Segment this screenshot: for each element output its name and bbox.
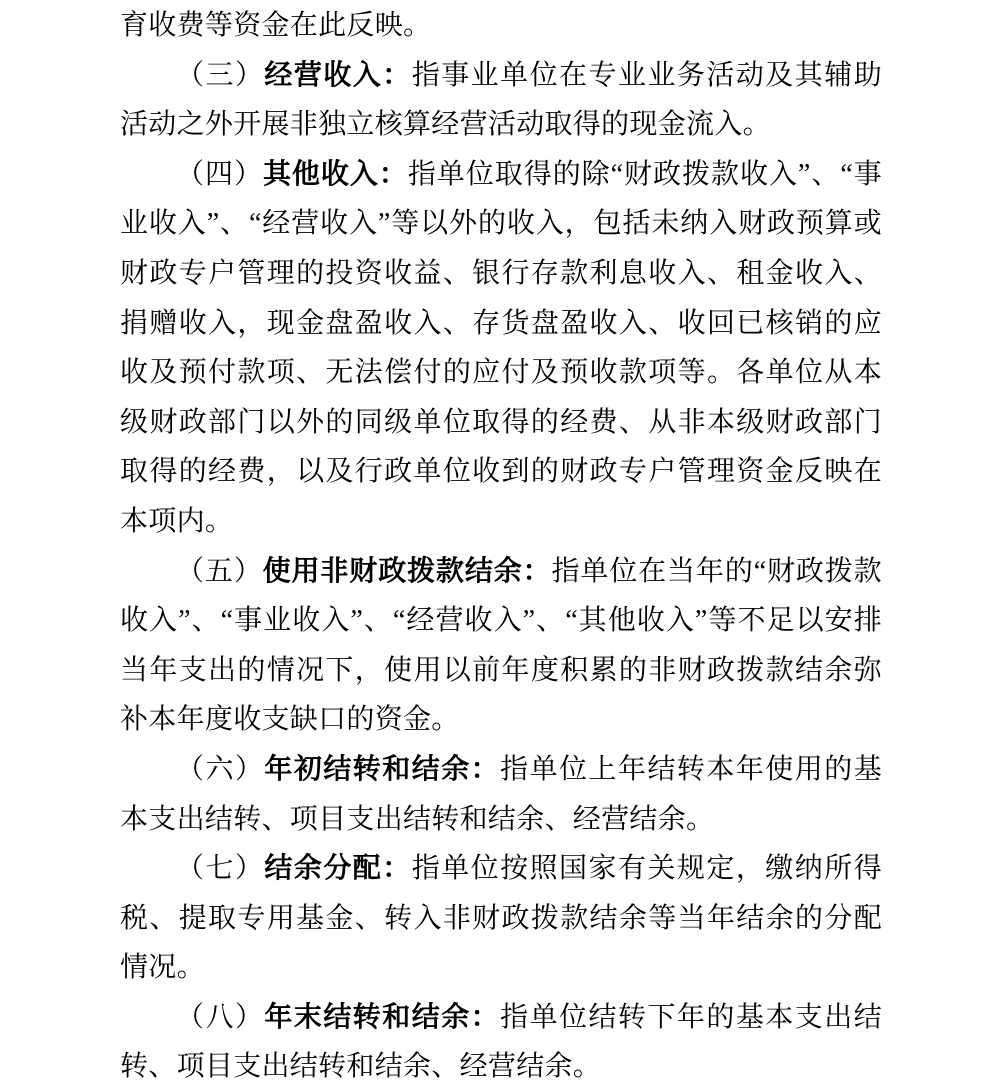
- paragraph-body: 指单位在当年的“财政拨款收入”、“事业收入”、“经营收入”、“其他收入”等不足以安排当年支出的情况下，使用以前年度积累的非财政拨款结余弥补本年度收支缺口的资金。: [120, 555, 882, 736]
- paragraph-number: （四）: [176, 158, 263, 190]
- paragraph-body: 指单位按照国家有关规定，缴纳所得税、提取专用基金、转入非财政拨款结余等当年结余的分配情况。: [120, 853, 882, 984]
- paragraph-term: 结余分配：: [264, 853, 412, 885]
- paragraph-body: 指单位上年结转本年使用的基本支出结转、项目支出结转和结余、经营结余。: [120, 753, 882, 835]
- paragraph-body: 指事业单位在专业业务活动及其辅助活动之外开展非独立核算经营活动取得的现金流入。: [120, 59, 882, 141]
- paragraph-term: 年初结转和结余：: [264, 753, 501, 785]
- paragraph-term: 使用非财政拨款结余：: [262, 555, 552, 587]
- paragraph-other-income: [120, 150, 882, 547]
- paragraph-term: 经营收入：: [264, 59, 412, 91]
- paragraph-term: 年末结转和结余：: [264, 1001, 501, 1033]
- paragraph-number: （五）: [176, 555, 263, 587]
- paragraph-number: （七）: [176, 853, 265, 885]
- paragraph-surplus-distribution: [120, 844, 882, 993]
- paragraph-beginning-year-carryover: [120, 745, 882, 844]
- paragraph-body: 指单位取得的除“财政拨款收入”、“事业收入”、“经营收入”等以外的收入，包括未纳入财政预算或财政专户管理的投资收益、银行存款利息收入、租金收入、捐赠收入，现金盘盈收入、存货盘盈收入、收回已核销的应收及预付款项、无法偿付的应付及预收款项等。各单位从本级财政部门以外的同级单位取得的经费、从非本级财政部门取得的经费，以及行政单位收到的财政专户管理资金反映在本项内。: [120, 158, 882, 537]
- paragraph-body: 指单位结转下年的基本支出结转、项目支出结转和结余、经营结余。: [120, 1001, 882, 1083]
- paragraph-term: 其他收入：: [262, 158, 408, 190]
- paragraph-use-of-non-fiscal-surplus: [120, 547, 882, 745]
- paragraph-number: （八）: [176, 1001, 265, 1033]
- paragraph-continuation: 育收费等资金在此反映。: [120, 10, 432, 41]
- paragraph-operating-income: [120, 51, 882, 150]
- paragraph-number: （三）: [176, 59, 265, 91]
- paragraph-year-end-carryover: [120, 993, 882, 1092]
- paragraph-number: （六）: [176, 753, 265, 785]
